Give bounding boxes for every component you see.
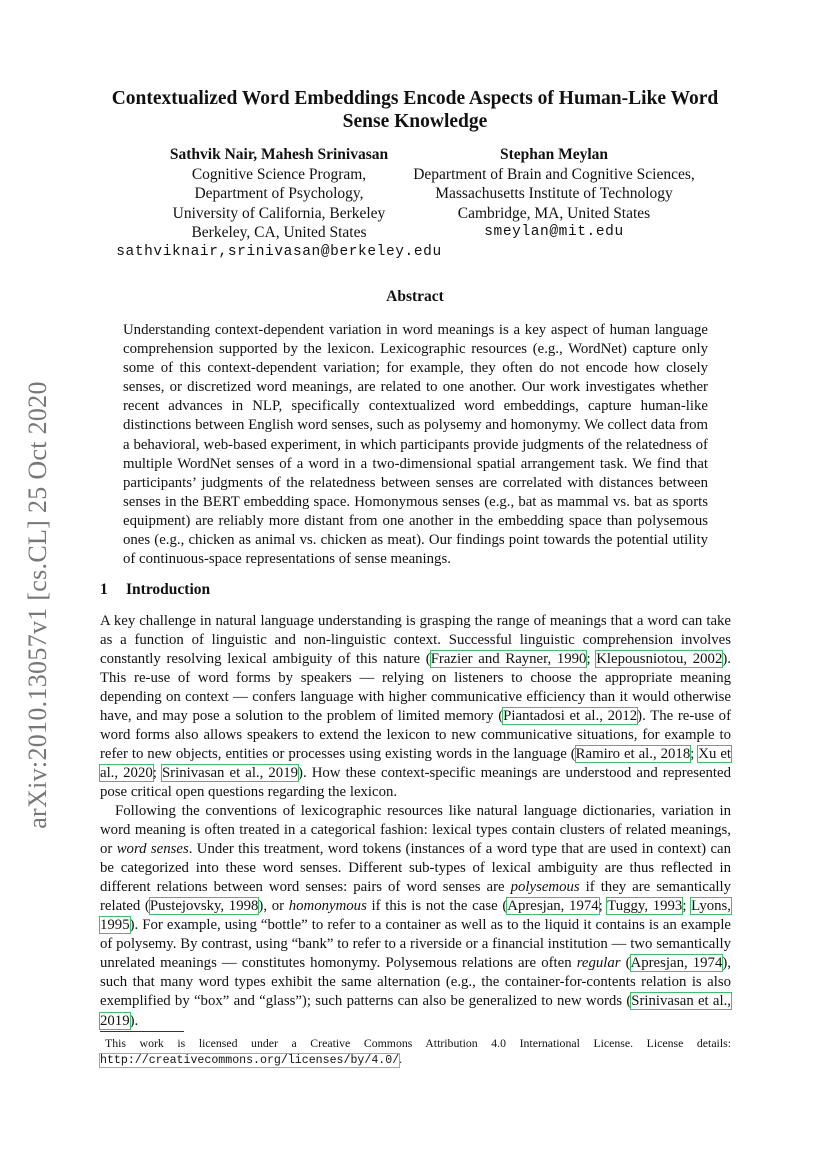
emphasized-term: word senses [116, 841, 189, 858]
abstract-text: Understanding context-dependent variation in word meanings is a key aspect of human language comprehension supported by the lexicon. Lexicographic resources (e.g., WordNet) capture only some of this context-dependent variation; for example, they often do not encode how closely senses, or discretized word meanings, are related to one another. Our work investigates whether recent advances in NLP, specifically contextualized word embeddings, capture human-like distinctions between English word senses, such as polysemy and homonymy. We collect data from a behavioral, web-based experiment, in which participants provide judgments of the relatedness of multiple WordNet senses of a word in a two-dimensional spatial arrangement task. We find that participants’ judgments of the relatedness between senses are correlated with distances between senses in the BERT embedding space. Homonymous senses (e.g., bat as mammal vs. bat as sports equipment) are reliably more distant from one another in the embedding space than polysemous ones (e.g., chicken as animal vs. chicken as meat). Our findings point towards the potential utility of continuous-space representations of sense meanings. [123, 322, 708, 568]
paper-title: Contextualized Word Embeddings Encode Aspects of Human-Like Word Sense Knowledge [111, 88, 719, 132]
section-title: Introduction [126, 581, 211, 598]
author-names: Stephan Meylan [499, 146, 609, 163]
citation-link[interactable]: Tuggy, 1993 [607, 898, 683, 915]
emphasized-term: regular [576, 955, 621, 972]
affiliation-line: Cognitive Science Program, [191, 165, 367, 183]
arxiv-identifier: arXiv:2010.13057v1 [cs.CL] 25 Oct 2020 [23, 381, 52, 829]
affiliation-line: University of California, Berkeley [172, 204, 386, 222]
citation-link[interactable]: Lyons, 1995 [100, 898, 731, 934]
citation-link[interactable]: Piantadosi et al., 2012 [503, 708, 638, 725]
affiliation-line: Department of Brain and Cognitive Sciences, [413, 165, 695, 183]
author-block-2 [395, 145, 713, 243]
license-link[interactable]: http://creativecommons.org/licenses/by/4.0/ [100, 1053, 400, 1067]
affiliation-line: Cambridge, MA, United States [457, 204, 651, 222]
citation-link[interactable]: Frazier and Rayner, 1990 [430, 651, 587, 668]
intro-paragraph-1: A key challenge in natural language understanding is grasping the range of meanings that a word can take as a function of linguistic and non-linguistic context. Successful linguistic comprehension involves constantly resolving lexical ambiguity of this nature (Frazier and Rayner, 1990; Klepousniotou, 2002). This re-use of word forms by speakers — relying on listeners to choose the appropriate meaning depending on context — confers language with higher communicative efficiency than it would otherwise have, and may pose a solution to the problem of limited memory (Piantadosi et al., 2012). The re-use of word forms also allows speakers to extend the lexicon to new communicative situations, for example to refer to new objects, entities or processes using existing words in the language (Ramiro et al., 2018; Xu et al., 2020; Srinivasan et al., 2019). How these context-specific meanings are understood and represented pose critical open questions regarding the lexicon. [100, 613, 732, 801]
citation-link[interactable]: Srinivasan et al., 2019 [100, 993, 731, 1029]
license-footnote [100, 1036, 731, 1068]
citation-link[interactable]: Klepousniotou, 2002 [596, 651, 723, 668]
affiliation-line: Department of Psychology, [194, 185, 364, 202]
section-heading [100, 581, 210, 599]
affiliation-line: Massachusetts Institute of Technology [435, 185, 673, 202]
author-names: Sathvik Nair, Mahesh Srinivasan [169, 146, 389, 163]
citation-link[interactable]: Pustejovsky, 1998 [149, 898, 259, 915]
intro-paragraph-2: Following the conventions of lexicographic resources like natural language dictionaries, variation in word meaning is often treated in a categorical fashion: lexical types contain clusters of related meanings, or word senses. Under this treatment, word tokens (instances of a word type that are used in context) can be categorized into these word senses. Different sub-types of lexical ambiguity are thus reflected in different relations between word senses: pairs of word senses are polysemous if they are semantically related (Pustejovsky, 1998), or homonymous if this is not the case (Apresjan, 1974; Tuggy, 1993; Lyons, 1995). For example, using “bottle” to refer to a container as well as to the liquid it contains is an example of polysemy. By contrast, using “bank” to refer to a riverside or a financial institution — two semantically unrelated meanings — constitutes homonymy. Polysemous relations are often regular (Apresjan, 1974), such that many word types exhibit the same alternation (e.g., the container-for-contents relation is also exemplified by “box” and “glass”); such patterns can also be generalized to new words (Srinivasan et al., 2019). [100, 803, 732, 1029]
footnote-trail: . [399, 1051, 403, 1066]
emphasized-term: homonymous [288, 898, 367, 915]
citation-link[interactable]: Apresjan, 1974 [507, 898, 599, 915]
affiliation-line: Berkeley, CA, United States [191, 224, 367, 241]
citation-link[interactable]: Ramiro et al., 2018 [575, 746, 691, 763]
citation-link[interactable]: Xu et al., 2020 [100, 746, 731, 782]
citation-link[interactable]: Srinivasan et al., 2019 [161, 765, 299, 782]
emphasized-term: polysemous [510, 879, 580, 896]
author-email[interactable]: smeylan@mit.edu [484, 224, 624, 240]
arxiv-sidebar [20, 365, 56, 845]
footnote-rule [100, 1031, 184, 1032]
abstract-heading: Abstract [386, 288, 444, 305]
author-email[interactable]: sathviknair,srinivasan@berkeley.edu [116, 243, 442, 260]
citation-link[interactable]: Apresjan, 1974 [630, 955, 723, 972]
section-number: 1 [100, 581, 108, 598]
footnote-text: This work is licensed under a Creative Commons Attribution 4.0 International License. License details: [105, 1036, 731, 1050]
